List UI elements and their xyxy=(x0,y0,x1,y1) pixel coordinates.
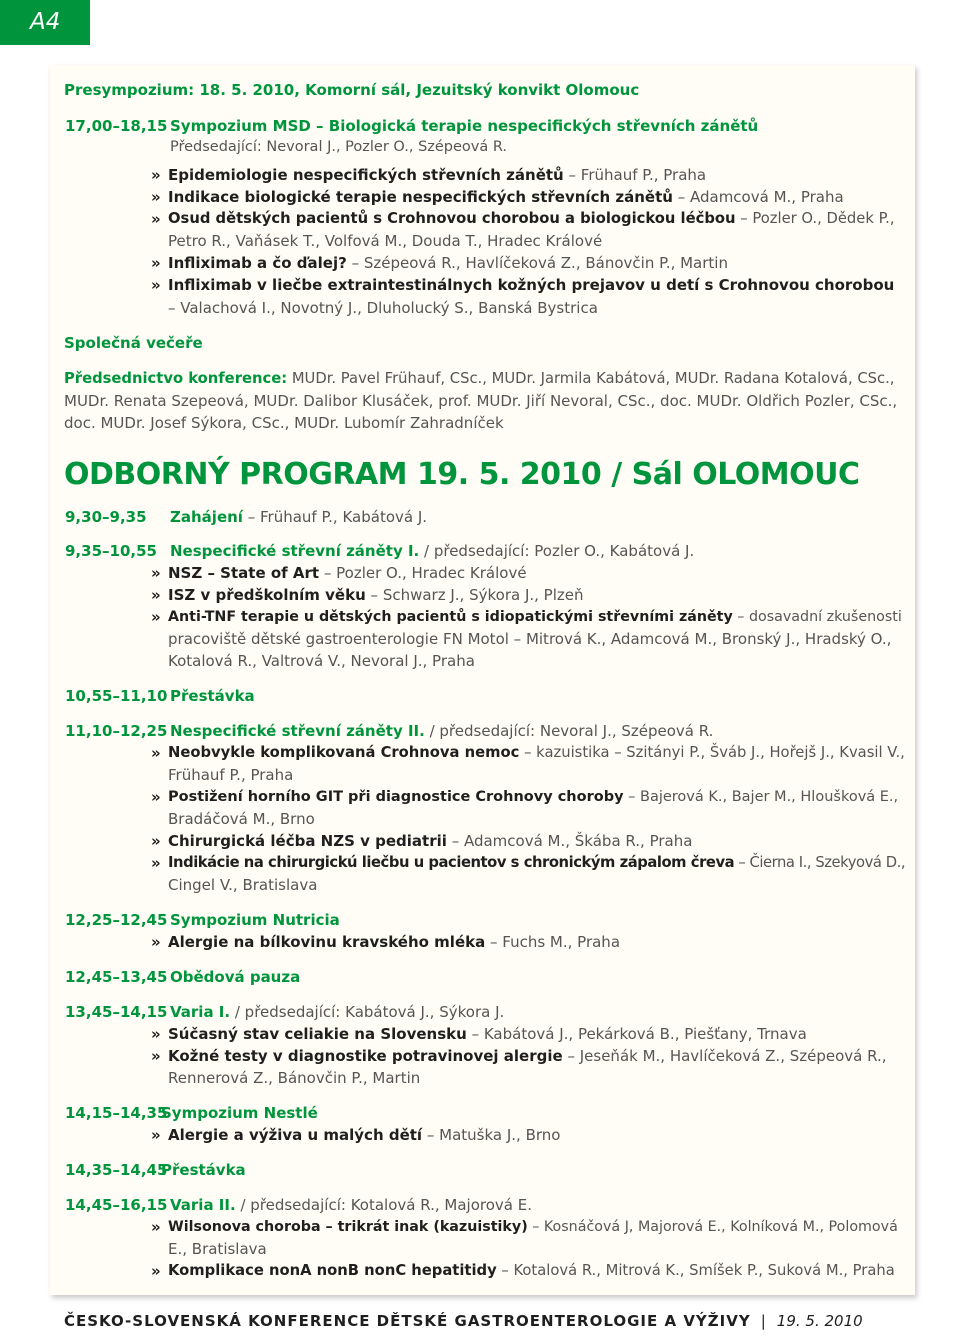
bullet: » xyxy=(151,166,161,184)
session-title: Sympozium MSD – Biologická terapie nespecifických střevních zánětů xyxy=(170,117,759,135)
bullet: » xyxy=(151,933,161,951)
list-item-continued: Bradáčová M., Brno xyxy=(168,810,315,828)
session-time: 10,55–11,10 xyxy=(65,687,168,705)
session-time: 13,45–14,15 xyxy=(65,1003,168,1021)
list-item: Kožné testy v diagnostike potravinovej alergie – Jeseňák M., Havlíčeková Z., Szépeová R., xyxy=(168,1047,887,1065)
bullet: » xyxy=(151,854,161,872)
session-title: Varia II. / předsedající: Kotalová R., Majorová E. xyxy=(170,1196,532,1214)
session-time: 12,45–13,45 xyxy=(65,968,168,986)
presymposium-heading: Presympozium: 18. 5. 2010, Komorní sál, Jezuitský konvikt Olomouc xyxy=(64,81,640,99)
bullet: » xyxy=(151,788,161,806)
bullet: » xyxy=(151,564,161,582)
list-item: Alergie na bílkovinu kravského mléka – Fuchs M., Praha xyxy=(168,933,621,951)
list-item: Postižení horního GIT při diagnostice Crohnovy choroby – Bajerová K., Bajer M., Hloušková E., xyxy=(168,789,899,805)
list-item-continued: – Valachová I., Novotný J., Dluholucký S., Banská Bystrica xyxy=(168,299,598,317)
session-title: Obědová pauza xyxy=(170,968,301,986)
presidium-line: doc. MUDr. Josef Sýkora, CSc., MUDr. Lubomír Zahradníček xyxy=(64,414,504,432)
session-title: Zahájení – Frühauf P., Kabátová J. xyxy=(170,508,428,526)
list-item: Osud dětských pacientů s Crohnovou chorobou a biologickou léčbou – Pozler O., Dědek P., xyxy=(168,210,895,227)
bullet: » xyxy=(151,608,161,626)
session-time: 11,10–12,25 xyxy=(65,722,168,740)
session-time: 9,35–10,55 xyxy=(65,542,157,560)
list-item: ISZ v předškolním věku – Schwarz J., Sýkora J., Plzeň xyxy=(168,586,584,604)
bullet: » xyxy=(151,254,161,272)
list-item: Chirurgická léčba NZS v pediatrii – Adamcová M., Škába R., Praha xyxy=(168,832,693,850)
list-item: Indikácie na chirurgickú liečbu u pacientov s chronickým zápalom čreva – Čierna I., Szekyová D., xyxy=(168,854,906,871)
session-time: 14,45–16,15 xyxy=(65,1196,168,1214)
session-title: Přestávka xyxy=(161,1161,246,1179)
list-item-continued: Petro R., Vaňásek T., Volfová M., Douda T., Hradec Králové xyxy=(168,232,603,250)
bullet: » xyxy=(151,1126,161,1144)
list-item: Wilsonova choroba – trikrát inak (kazuistiky) – Kosnáčová J, Majorová E., Kolníková M., Polomová xyxy=(168,1219,898,1235)
list-item-continued: pracoviště dětské gastroenterologie FN Motol – Mitrová K., Adamcová M., Bronský J., Hradský O., xyxy=(168,630,892,648)
session-time: 14,35–14,45 xyxy=(65,1161,168,1179)
presidium-line: MUDr. Renata Szepeová, MUDr. Dalibor Klusáček, prof. MUDr. Jiří Nevoral, CSc., doc. MUDr. Oldřich Pozler, CSc., xyxy=(64,392,898,410)
list-item-continued: Rennerová Z., Bánovčin P., Martin xyxy=(168,1069,421,1087)
session-title: Přestávka xyxy=(170,687,255,705)
session-title: Nespecifické střevní záněty I. / předsedající: Pozler O., Kabátová J. xyxy=(170,542,695,560)
list-item: Indikace biologické terapie nespecifických střevních zánětů – Adamcová M., Praha xyxy=(168,188,844,206)
session-time: 14,15–14,35 xyxy=(65,1104,168,1122)
session-time: 9,30–9,35 xyxy=(65,508,147,526)
session-time: 12,25–12,45 xyxy=(65,911,168,929)
bullet: » xyxy=(151,276,161,294)
session-title: Varia I. / předsedající: Kabátová J., Sýkora J. xyxy=(170,1003,505,1021)
list-item-continued: Kotalová R., Valtrová V., Nevoral J., Praha xyxy=(168,652,475,670)
bullet: » xyxy=(151,1218,161,1236)
list-item-continued: Frühauf P., Praha xyxy=(168,766,294,784)
list-item: Infliximab a čo ďalej? – Szépeová R., Havlíčeková Z., Bánovčin P., Martin xyxy=(168,254,728,272)
list-item: Anti-TNF terapie u dětských pacientů s idiopatickými střevními záněty – dosavadní zkušenosti xyxy=(168,609,902,625)
list-item-continued: Cingel V., Bratislava xyxy=(168,876,318,894)
session-time: 17,00–18,15 xyxy=(65,117,168,135)
bullet: » xyxy=(151,210,161,228)
list-item-continued: E., Bratislava xyxy=(168,1240,267,1258)
bullet: » xyxy=(151,586,161,604)
page-tag: A4 xyxy=(0,0,90,45)
bullet: » xyxy=(151,1025,161,1043)
presidium: Předsednictvo konference: MUDr. Pavel Frühauf, CSc., MUDr. Jarmila Kabátová, MUDr. Radana Kotalová, CSc., xyxy=(64,370,895,387)
bullet: » xyxy=(151,832,161,850)
session-title: Sympozium Nutricia xyxy=(170,911,340,929)
list-item: Epidemiologie nespecifických střevních zánětů – Frühauf P., Praha xyxy=(168,166,707,184)
list-item: Alergie a výživa u malých dětí – Matuška J., Brno xyxy=(168,1126,561,1144)
session-chair: Předsedající: Nevoral J., Pozler O., Szépeová R. xyxy=(170,139,508,155)
program-title: ODBORNÝ PROGRAM 19. 5. 2010 / Sál OLOMOUC xyxy=(64,457,860,492)
footer: ČESKO-SLOVENSKÁ KONFERENCE DĚTSKÉ GASTROENTEROLOGIE A VÝŽIVY | 19. 5. 2010 xyxy=(64,1312,863,1330)
bullet: » xyxy=(151,744,161,762)
list-item: Súčasný stav celiakie na Slovensku – Kabátová J., Pekárková B., Piešťany, Trnava xyxy=(168,1025,807,1043)
list-item: Komplikace nonA nonB nonC hepatitidy – Kotalová R., Mitrová K., Smíšek P., Suková M., Praha xyxy=(168,1262,895,1279)
session-title: Nespecifické střevní záněty II. / předsedající: Nevoral J., Szépeová R. xyxy=(170,722,714,740)
list-item: Neobvykle komplikovaná Crohnova nemoc – kazuistika – Szitányi P., Šváb J., Hořejš J., Kvasil V., xyxy=(168,744,905,761)
session-title: Sympozium Nestlé xyxy=(161,1104,318,1122)
bullet: » xyxy=(151,1047,161,1065)
list-item: NSZ – State of Art – Pozler O., Hradec Králové xyxy=(168,564,527,582)
dinner-label: Společná večeře xyxy=(64,334,203,352)
bullet: » xyxy=(151,1262,161,1280)
bullet: » xyxy=(151,188,161,206)
list-item: Infliximab v liečbe extraintestinálnych kožných prejavov u detí s Crohnovou chorobou xyxy=(168,276,895,294)
